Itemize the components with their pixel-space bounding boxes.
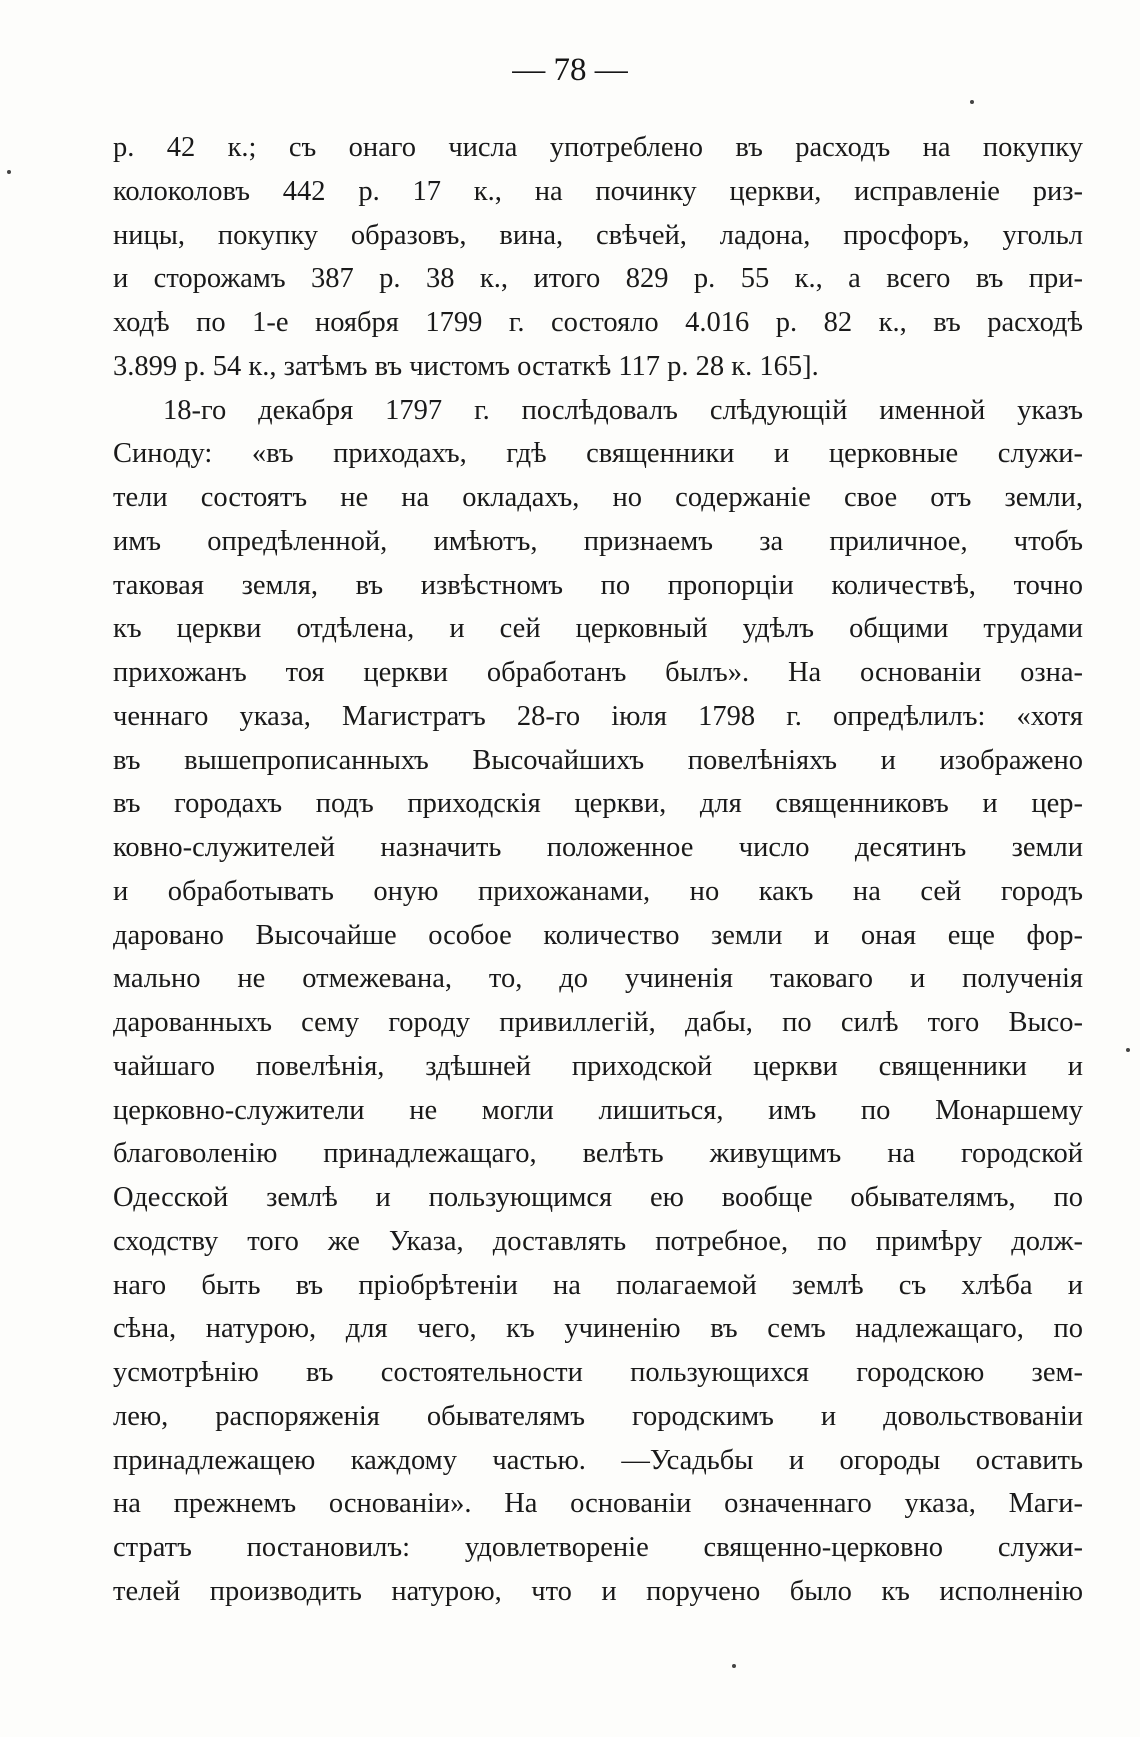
text-line: телей производить натурою, что и поручено было къ исполненію <box>113 1575 1083 1607</box>
print-speck <box>7 170 11 174</box>
text-line: чайшаго повелѣнія, здѣшней приходской церкви священники и <box>113 1050 1083 1082</box>
text-line: и обработывать оную прихожанами, но какъ на сей городъ <box>113 875 1083 907</box>
text-line: стратъ постановилъ: удовлетвореніе священно-церковно служи- <box>113 1532 1083 1563</box>
text-line: 18-го декабря 1797 г. послѣдовалъ слѣдующій именной указъ <box>163 394 1083 426</box>
text-line: принадлежащею каждому частью. —Усадьбы и огороды оставить <box>113 1444 1083 1476</box>
text-line: церковно-служители не могли лишиться, имъ по Монаршему <box>113 1094 1083 1126</box>
text-line: ходѣ по 1-е ноября 1799 г. состояло 4.016 р. 82 к., въ расходѣ <box>113 307 1083 338</box>
text-line: дарованныхъ сему городу привиллегій, дабы, по силѣ того Высо- <box>113 1007 1083 1038</box>
text-line: таковая земля, въ извѣстномъ по пропорціи количествѣ, точно <box>113 569 1083 601</box>
text-line: сходству того же Указа, доставлять потребное, по примѣру долж- <box>113 1225 1083 1257</box>
text-line: прихожанъ тоя церкви обработанъ былъ». На основаніи озна- <box>113 657 1083 688</box>
print-speck <box>732 1664 736 1668</box>
text-line: Синоду: «въ приходахъ, гдѣ священники и церковные служи- <box>113 438 1083 470</box>
text-line: наго быть въ пріобрѣтеніи на полагаемой землѣ съ хлѣба и <box>113 1269 1083 1301</box>
text-line: даровано Высочайше особое количество земли и оная еще фор- <box>113 919 1083 951</box>
print-speck <box>1126 1048 1130 1052</box>
text-line: лею, распоряженія обывателямъ городскимъ и довольствованіи <box>113 1400 1083 1432</box>
text-line: сѣна, натурою, для чего, къ учиненію въ семъ надлежащаго, по <box>113 1313 1083 1345</box>
text-line: ковно-служителей назначить положенное число десятинъ земли <box>113 832 1083 863</box>
text-line: и сторожамъ 387 р. 38 к., итого 829 р. 55 к., а всего въ при- <box>113 263 1083 295</box>
text-line: ченнаго указа, Магистратъ 28-го іюля 1798 г. опредѣлилъ: «хотя <box>113 700 1083 732</box>
text-line: въ вышепрописанныхъ Высочайшихъ повелѣніяхъ и изображено <box>113 744 1083 776</box>
text-line: Одесской землѣ и пользующимся ею вообще обывателямъ, по <box>113 1182 1083 1213</box>
text-line: тели состоятъ не на окладахъ, но содержаніе свое отъ земли, <box>113 482 1083 513</box>
text-line: мально не отмежевана, то, до учиненія таковаго и полученія <box>113 963 1083 995</box>
text-line: 3.899 р. 54 к., затѣмъ въ чистомъ остаткѣ 117 р. 28 к. 165]. <box>113 350 819 382</box>
text-line: ницы, покупку образовъ, вина, свѣчей, ладона, просфоръ, угольл <box>113 219 1083 251</box>
text-line: колоколовъ 442 р. 17 к., на починку церкви, исправленіе риз- <box>113 175 1083 207</box>
text-line: къ церкви отдѣлена, и сей церковный удѣлъ общими трудами <box>113 613 1083 645</box>
text-line: на прежнемъ основаніи». На основаніи означеннаго указа, Маги- <box>113 1488 1083 1520</box>
text-line: р. 42 к.; съ онаго числа употреблено въ расходъ на покупку <box>113 132 1083 163</box>
text-line: въ городахъ подъ приходскія церкви, для священниковъ и цер- <box>113 788 1083 820</box>
body-text <box>113 126 1083 1614</box>
text-line: благоволенію принадлежащаго, велѣть живущимъ на городской <box>113 1138 1083 1170</box>
text-line: имъ опредѣленной, имѣютъ, признаемъ за приличное, чтобъ <box>113 525 1083 557</box>
print-speck <box>970 100 974 104</box>
page-number: — 78 — <box>512 52 628 88</box>
text-line: усмотрѣнію въ состоятельности пользующихся городскою зем- <box>113 1357 1083 1388</box>
